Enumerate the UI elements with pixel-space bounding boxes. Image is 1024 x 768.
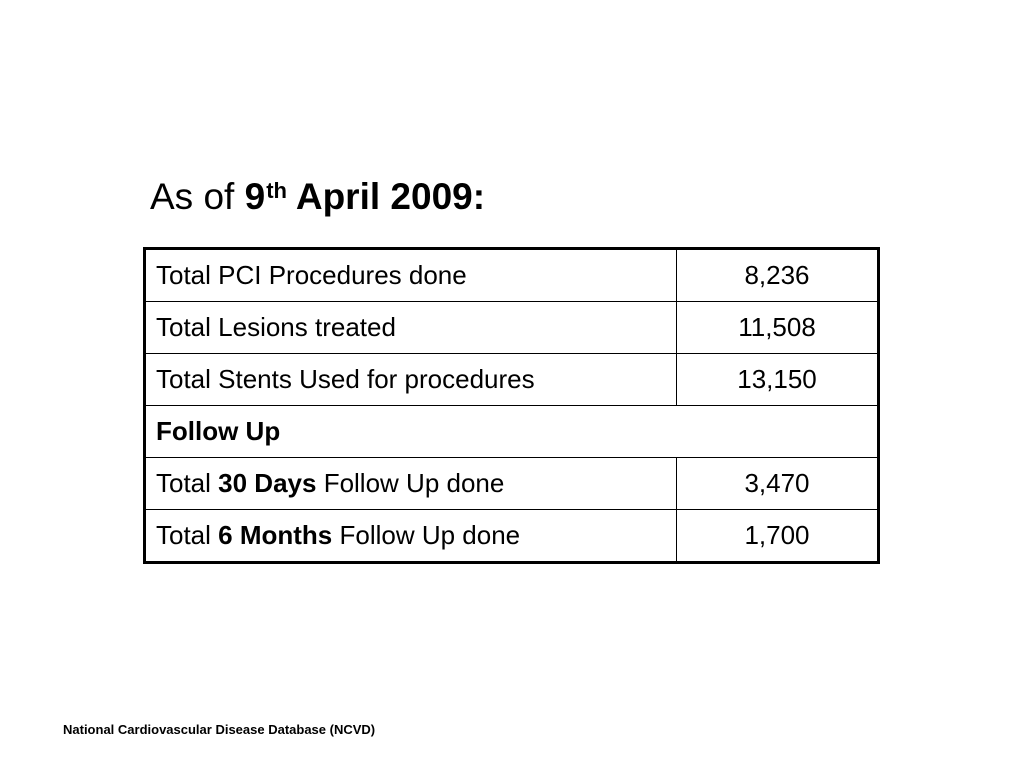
title-date-rest: April 2009: xyxy=(286,176,486,217)
row-label-pre: Total xyxy=(156,520,219,550)
table-row xyxy=(145,302,879,354)
row-label-pre: Total xyxy=(156,468,219,498)
row-label-bold: 30 Days xyxy=(218,468,317,498)
title-prefix: As of xyxy=(150,176,245,217)
row-label-bold: 6 Months xyxy=(218,520,333,550)
row-label xyxy=(145,458,677,510)
row-label-post: Follow Up done xyxy=(316,468,505,498)
section-header-row xyxy=(145,406,879,458)
table-row xyxy=(145,458,879,510)
row-label xyxy=(145,510,677,563)
row-value: 3,470 xyxy=(677,458,879,510)
source-footer: National Cardiovascular Disease Database (NCVD) xyxy=(63,722,376,737)
row-value: 1,700 xyxy=(677,510,879,563)
title-day: 9 xyxy=(244,176,266,217)
section-label-follow-up: Follow Up xyxy=(145,406,879,458)
title-ordinal-suffix: th xyxy=(266,178,287,203)
row-label-post: Follow Up done xyxy=(332,520,521,550)
row-value: 13,150 xyxy=(677,354,879,406)
row-value: 8,236 xyxy=(677,249,879,302)
table-row xyxy=(145,354,879,406)
table-row xyxy=(145,249,879,302)
row-value: 11,508 xyxy=(677,302,879,354)
table-row xyxy=(145,510,879,563)
page-title xyxy=(150,172,485,222)
row-label: Total PCI Procedures done xyxy=(145,249,677,302)
row-label: Total Lesions treated xyxy=(145,302,677,354)
statistics-table xyxy=(143,247,880,564)
row-label: Total Stents Used for procedures xyxy=(145,354,677,406)
